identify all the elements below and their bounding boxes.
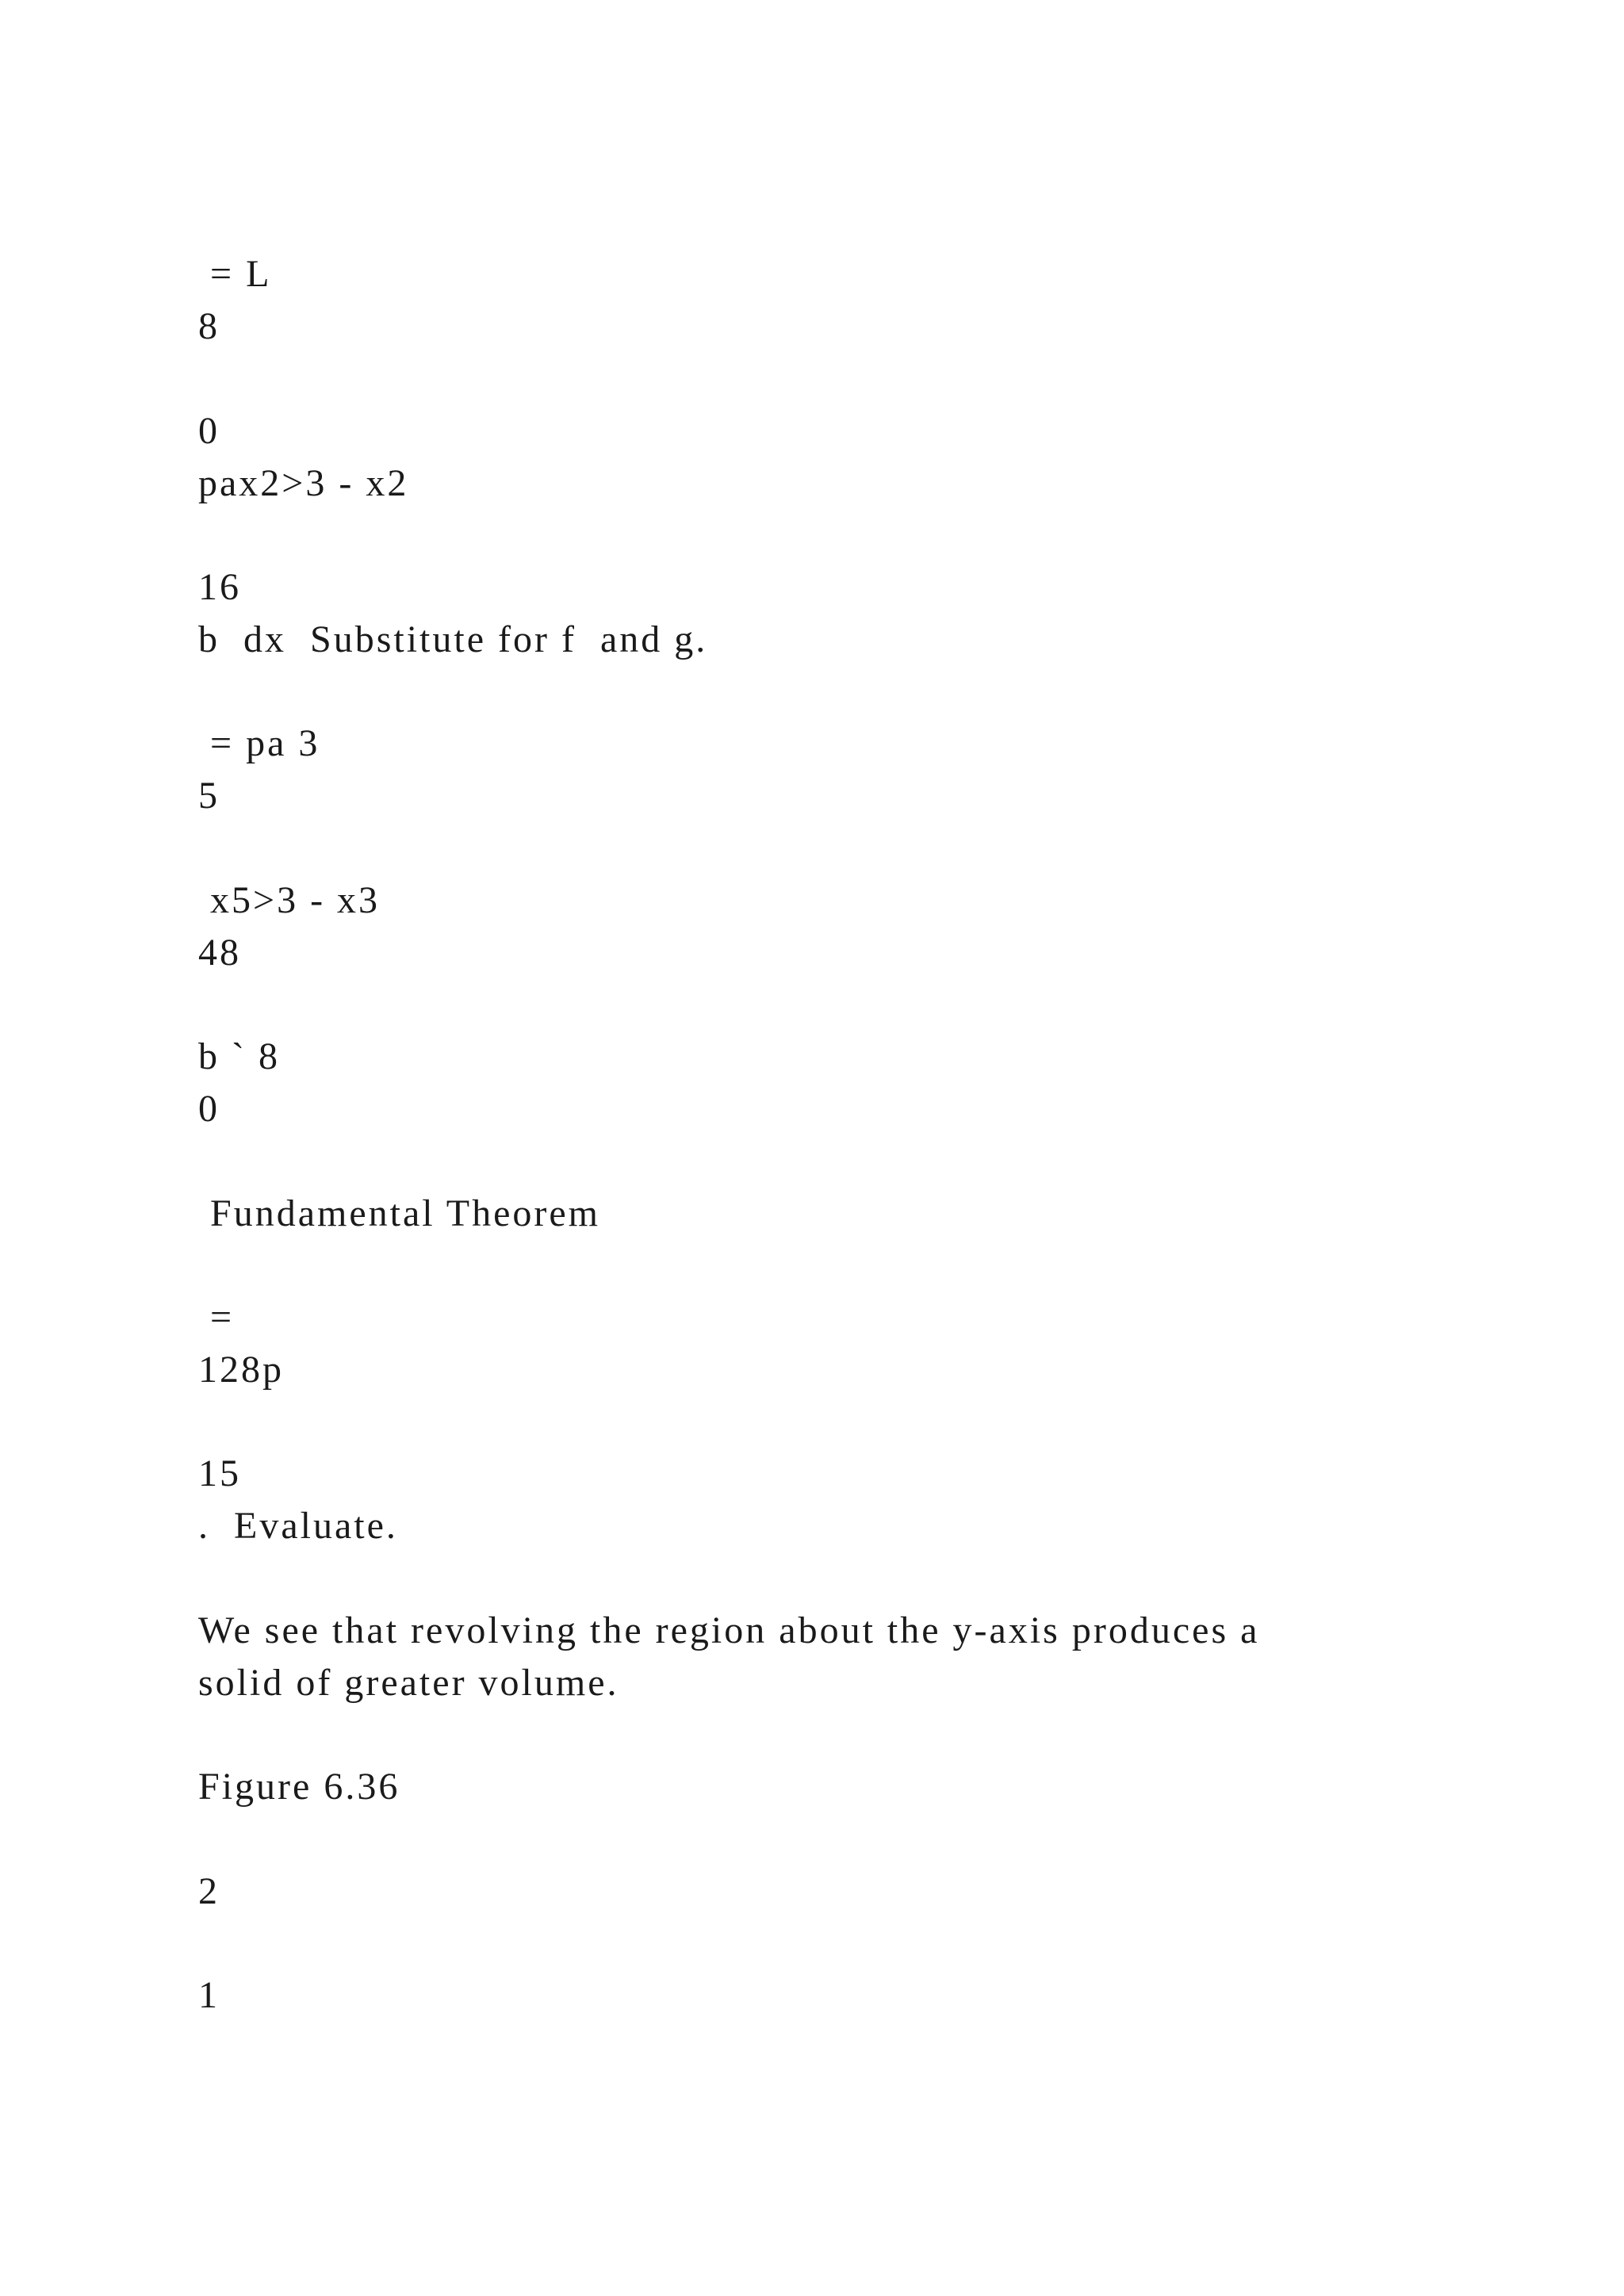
- text-line-8: 5: [198, 775, 220, 817]
- text-line-7: = pa 3: [198, 722, 320, 764]
- text-line-11: b ` 8: [198, 1035, 280, 1077]
- text-line-18: We see that revolving the region about the y-axis produces a: [198, 1609, 1260, 1651]
- text-line-1: = L: [198, 253, 272, 295]
- figure-caption: Figure 6.36: [198, 1766, 400, 1808]
- text-line-19: solid of greater volume.: [198, 1662, 619, 1704]
- text-line-17: . Evaluate.: [198, 1505, 398, 1547]
- text-line-22: 1: [198, 1974, 220, 2016]
- text-line-2: 8: [198, 305, 220, 347]
- text-line-6: b dx Substitute for f and g.: [198, 618, 708, 660]
- text-line-5: 16: [198, 566, 241, 608]
- text-line-4: pax2>3 - x2: [198, 462, 409, 504]
- text-line-3: 0: [198, 410, 220, 452]
- text-line-10: 48: [198, 932, 241, 974]
- text-line-15: 128p: [198, 1349, 284, 1391]
- text-line-13: Fundamental Theorem: [198, 1192, 600, 1234]
- text-line-16: 15: [198, 1452, 241, 1494]
- text-line-9: x5>3 - x3: [198, 879, 381, 921]
- text-line-12: 0: [198, 1088, 220, 1130]
- text-line-14: =: [198, 1296, 235, 1338]
- text-line-21: 2: [198, 1870, 220, 1912]
